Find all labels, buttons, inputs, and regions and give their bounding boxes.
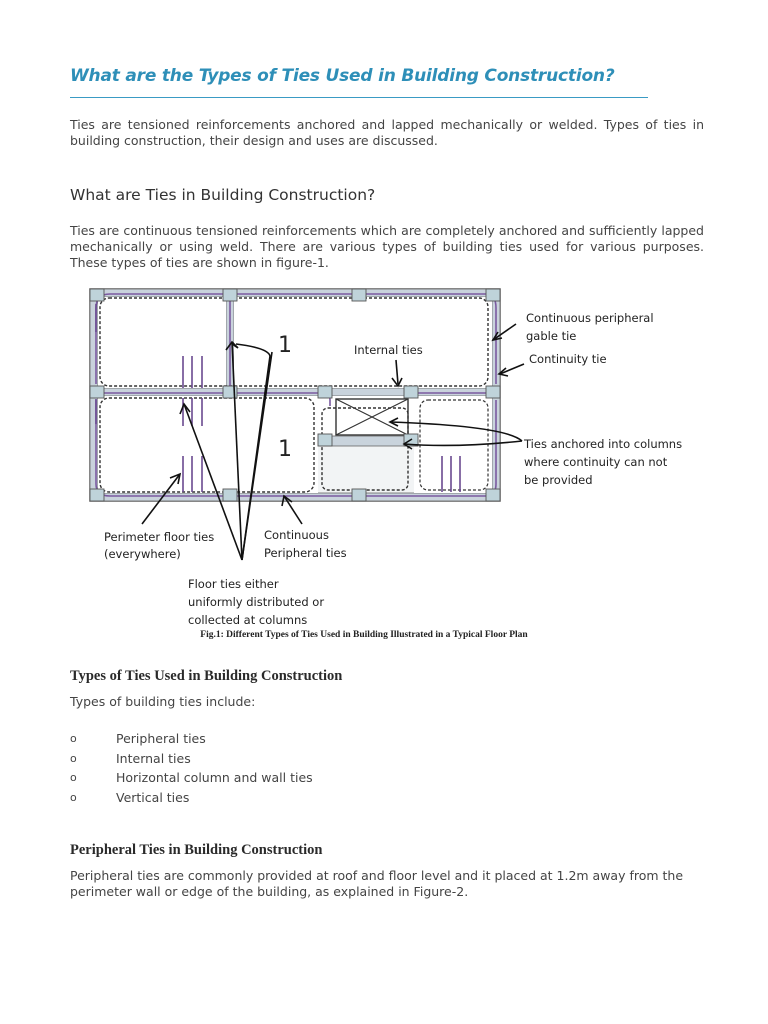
top-beam — [90, 289, 500, 297]
section-heading-types: Types of Ties Used in Building Construction — [70, 668, 343, 684]
bullet-marker: o — [70, 732, 77, 745]
label-peripheral-line1: Continuous — [264, 528, 329, 542]
label-floor-ties-line1: Floor ties either — [188, 577, 279, 591]
middle-beam — [90, 388, 500, 396]
bottom-beam — [90, 493, 500, 501]
label-gable-tie-line1: Continuous peripheral — [526, 311, 654, 325]
list-item-label: Peripheral ties — [116, 731, 206, 746]
floor-plan-diagram — [86, 284, 690, 632]
bullet-marker: o — [70, 771, 77, 785]
peripheral-ties-paragraph: Peripheral ties are commonly provided at roof and floor level and it placed at 1.2m away from the perimeter wall or edge of the building, as explained in Figure-2. — [70, 868, 684, 899]
types-lead-text: Types of building ties include: — [70, 694, 256, 709]
label-anchored-line1: Ties anchored into columns — [524, 437, 683, 451]
label-continuity-tie: Continuity tie — [529, 352, 607, 366]
label-peripheral-line2: Peripheral ties — [264, 546, 347, 560]
label-floor-ties-line3: collected at columns — [188, 613, 308, 627]
list-item-label: Internal ties — [116, 750, 191, 766]
span-mark-lower: 1 — [278, 437, 292, 462]
section-heading-ties: What are Ties in Building Construction? — [70, 186, 376, 204]
label-gable-tie-line2: gable tie — [526, 329, 577, 343]
label-internal-ties: Internal ties — [354, 343, 423, 357]
bullet-marker: o — [70, 751, 77, 765]
label-perimeter-line1: Perimeter floor ties — [104, 530, 215, 544]
figure-caption — [0, 630, 768, 640]
intro-paragraph: Ties are tensioned reinforcements anchored and lapped mechanically or welded. Types of ties in building construction, their design and uses are discussed. — [70, 117, 704, 148]
section-heading-peripheral: Peripheral Ties in Building Construction — [70, 842, 323, 858]
label-floor-ties-line2: uniformly distributed or — [188, 595, 325, 609]
article-title: What are the Types of Ties Used in Building Construction? — [70, 66, 615, 86]
label-anchored-line3: be provided — [524, 473, 593, 487]
bullet-marker: o — [70, 791, 77, 805]
floor-plan-figure — [86, 284, 690, 632]
figure-caption-text: Fig.1: Different Types of Ties Used in Building Illustrated in a Typical Floor Plan — [200, 630, 528, 640]
label-anchored-line2: where continuity can not — [524, 455, 668, 469]
list-item-label: Horizontal column and wall ties — [116, 770, 313, 786]
label-perimeter-line2: (everywhere) — [104, 547, 181, 561]
list-item-label: Vertical ties — [116, 790, 190, 806]
ties-definition-paragraph: Ties are continuous tensioned reinforcements which are completely anchored and sufficiently lapped mechanically or using weld. There are various types of building ties used for various purposes. These types of ties are shown in figure-1. — [70, 223, 704, 270]
title-underline — [70, 97, 648, 98]
span-mark-upper: 1 — [278, 333, 292, 358]
